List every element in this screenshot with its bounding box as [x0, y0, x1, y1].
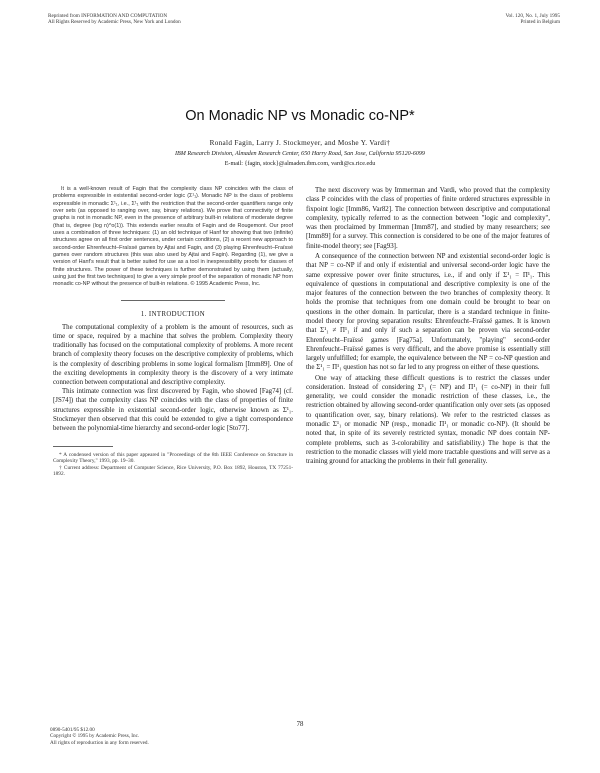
print-info: Printed in Belgium: [520, 19, 560, 26]
footnote: * A condensed version of this paper appeared in "Proceedings of the 8th IEEE Conference on Structure in Complexity Theory," 1993, pp. 19–30.: [53, 452, 293, 465]
right-column: [306, 186, 550, 466]
journal-header-line: Reprinted from INFORMATION AND COMPUTATION: [48, 13, 168, 19]
footnote: † Current address: Department of Computer Science, Rice University, P.O. Box 1892, Houston, TX 77251-1892.: [53, 464, 293, 477]
volume-info: Vol. 120, No. 1, July 1995: [505, 13, 560, 19]
body-paragraph: One way of attacking these difficult questions is to restrict the classes under consideration. Instead of considering Σ¹₁ (= NP) and Π¹₁ (= co-NP) in their full generality, we could consider the monadic restriction of these classes, i.e., the restriction obtained by allowing second-order quantification only over sets (as opposed to quantification over, say, binary relations). We refer to the restricted classes as monadic Σ¹₁ or monadic NP (resp., monadic Π¹₁ or monadic co-NP). (It should be noted that, in spite of its severely restricted syntax, monadic NP does contain NP-complete problems, such as 3-colorability and satisfiability.) The hope is that the restriction to the monadic classes will yield more tractable questions and will serve as a training ground for attacking the problems in their full generality.: [306, 373, 550, 466]
intro-paragraph: This intimate connection was first discovered by Fagin, who showed [Fag74] (cf. [JS74]) that the complexity class NP coincides with the class of properties of finite structures expressible in existential second-order logic, otherwise known as Σ¹₁. Stockmeyer then observed that this could be extended to give a tight correspondence between the polynomial-time hierarchy and second-order logic [Sto77].: [53, 388, 293, 432]
abstract-divider: [121, 300, 225, 301]
copyright-line: All rights of reproduction in any form reserved.: [50, 739, 149, 746]
journal-header-left: [48, 13, 181, 25]
copyright-notice: [50, 727, 149, 746]
footnote-divider: [53, 446, 113, 447]
intro-paragraph: The computational complexity of a problem is the amount of resources, such as time or space, required by a machine that solves the problem. Complexity theory traditionally has focused on the computational complexity of problems. A more recent branch of complexity theory focuses on the descriptive complexity of problems, which is the complexity of describing problems in some logical formalism [Imm89]. One of the exciting developments in complexity theory is the discovery of a very intimate connection between computational and descriptive complexity.: [53, 323, 293, 386]
page-number: 78: [296, 721, 304, 728]
author-list: Ronald Fagin, Larry J. Stockmeyer, and Moshe Y. Vardi†: [209, 139, 391, 147]
body-paragraph: A consequence of the connection between NP and existential second-order logic is that NP = co-NP if and only if existential and universal second-order logic have the same expressive power over finite structures, i.e., if and only if Σ¹₁ = Π¹₁. This equivalence of questions in computational and descriptive complexity is one of the major features of the connection between the two branches of complexity theory. It holds the promise that techniques from one domain could be brought to bear on questions in the other domain. In particular, there is a standard technique in finite-model theory for proving separation results: Ehrenfeucht–Fraïssé games. It is known that Σ¹₁ ≠ Π¹₁ if and only if such a separation can be proven via second-order Ehrenfeucht–Fraïssé games [Fag75a]. Unfortunately, "playing" second-order Ehrenfeucht–Fraïssé games is very difficult, and the above promise is essentially still largely unfulfilled; for example, the equivalence between the NP = co-NP question and the Σ¹₁ = Π¹₁ question has not so far led to any progress on either of these questions.: [306, 251, 550, 372]
body-paragraph: The next discovery was by Immerman and Vardi, who proved that the complexity class P coincides with the class of properties of finite ordered structures expressible in fixpoint logic [Imm86, Var82]. The connection between descriptive and computational complexity, typically referred to as the connection between "logic and complexity", was then proclaimed by Immerman [Imm87], and studied by many researchers; see [Imm89] for a survey. This connection is considered to be one of the major features of finite-model theory; see [Fag93].: [306, 186, 550, 250]
section-heading: 1. INTRODUCTION: [140, 310, 206, 318]
author-emails: E-mail: {fagin, stock}@almaden.ibm.com, vardi@cs.rice.edu: [224, 161, 376, 167]
copyright-line: Copyright © 1995 by Academic Press, Inc.: [50, 733, 140, 740]
paper-title: On Monadic NP vs Monadic co-NP*: [185, 108, 415, 124]
copyright-line: 0890-5401/95 $12.00: [50, 727, 95, 733]
journal-header-right: [505, 13, 560, 25]
journal-header-line: All Rights Reserved by Academic Press, New York and London: [48, 19, 181, 26]
left-column: [53, 186, 293, 477]
abstract: It is a well-known result of Fagin that the complexity class NP coincides with the class of problems expressible in existential second-order logic (Σ¹₁). Monadic NP is the class of problems expressible in monadic Σ¹₁, i.e., Σ¹₁ with the restriction that the second-order quantifiers range only over sets (as opposed to ranging over, say, binary relations). We prove that connectivity of finite graphs is not in monadic NP, even in the presence of arbitrary built-in relations of moderate degree (that is, degree (log n)^o(1)). This extends earlier results of Fagin and de Rougemont. Our proof uses a combination of three techniques: (1) an old technique of Hanf for showing that two (infinite) structures agree on all first order sentences, under certain conditions, (2) a recent new approach to second-order Ehrenfeucht–Fraïssé games by Ajtai and Fagin, and (3) playing Ehrenfeucht–Fraïssé games over random structures (this was also used by Ajtai and Fagin). Regarding (1), we give a version of Hanf's result that is better suited for use as a tool in inexpressibility proofs for classes of finite structures. The power of these techniques is further demonstrated by using them (actually, using just the first two techniques) to give a very simple proof of the separation of monadic NP from monadic co-NP without the presence of built-in relations. © 1995 Academic Press, Inc.: [53, 186, 293, 288]
affiliation: IBM Research Division, Almaden Research Center, 650 Harry Road, San Jose, California 95120-6099: [175, 151, 425, 157]
